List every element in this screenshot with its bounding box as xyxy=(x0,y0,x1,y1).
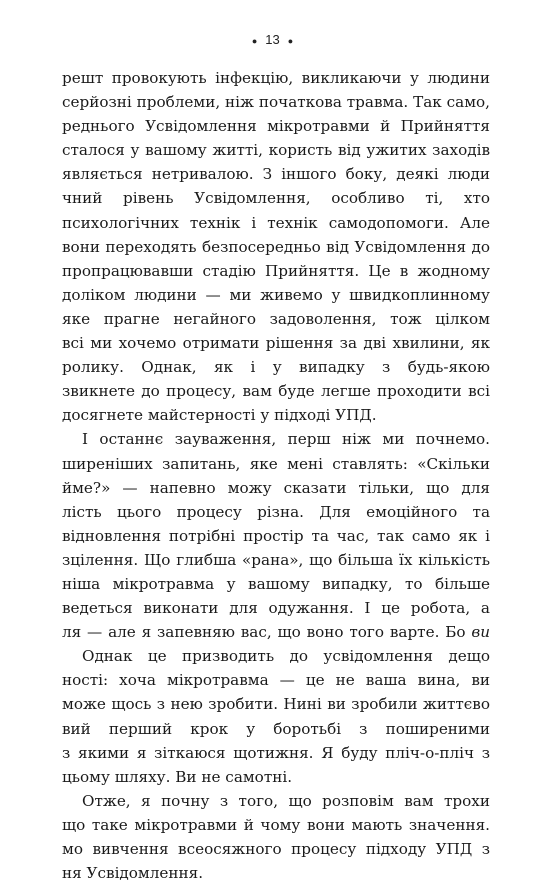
text-line: звикнете до процесу, вам буде легше проходити всі xyxy=(62,382,490,401)
text-line: психологічних технік і технік самодопомоги. Але xyxy=(62,213,490,232)
text-line: ролику. Однак, як і у випадку з будь-якою xyxy=(62,358,490,377)
text-line: Однак це призводить до усвідомлення дещо xyxy=(82,647,490,666)
text-line: І останнє зауваження, перш ніж ми почнемо. xyxy=(82,430,490,449)
page-header xyxy=(0,32,545,47)
text-line: вий перший крок у боротьбі з поширеними xyxy=(62,719,490,738)
text-line: зцілення. Що глибша «рана», що більша їх кількість xyxy=(62,550,490,569)
text-line: мо вивчення всеосяжного процесу підходу УПД з xyxy=(62,840,490,858)
text-line: може щось з нею зробити. Нині ви зробили життєво xyxy=(62,695,490,714)
text-line: ширеніших запитань, яке мені ставлять: «Скільки xyxy=(62,454,490,473)
text-line: відновлення потрібні простір та час, так само як і xyxy=(62,526,490,545)
text-line: сталося у вашому житті, користь від ужитих заходів xyxy=(62,141,490,160)
bullet-icon: ● xyxy=(287,35,294,46)
text-line: серйозні проблеми, ніж початкова травма. Так само, xyxy=(62,93,490,112)
text-line: пропрацювавши стадію Прийняття. Це в жодному xyxy=(62,261,490,280)
text-line: всі ми хочемо отримати рішення за дві хвилини, як xyxy=(62,334,490,353)
text-line: чний рівень Усвідомлення, особливо ті, хто xyxy=(62,189,490,208)
text-line: ніша мікротравма у вашому випадку, то більше xyxy=(62,574,490,593)
text-line: досягнете майстерності у підході УПД. xyxy=(62,406,377,425)
text-line: вони переходять безпосередньо від Усвідомлення до xyxy=(62,237,490,256)
text-line: ності: хоча мікротравма — це не ваша вина, ви xyxy=(62,671,490,690)
bullet-icon: ● xyxy=(251,35,258,46)
text-line: з якими я зіткаюся щотижня. Я буду пліч-о-пліч з xyxy=(62,743,490,762)
text-line: йме?» — напевно можу сказати тільки, що для xyxy=(62,478,490,497)
emphasis-text: ви xyxy=(471,623,490,642)
page-number: 13 xyxy=(265,32,280,47)
text-line: доліком людини — ми живемо у швидкоплинному xyxy=(62,285,490,304)
text-segment: ля — але я запевняю вас, що воно того варте. Бо xyxy=(62,623,472,642)
text-line: ведеться виконати для одужання. І це робота, а xyxy=(62,599,490,618)
text-line: ня Усвідомлення. xyxy=(62,864,204,883)
page-body-text xyxy=(62,66,490,885)
text-line: решт провокують інфекцію, викликаючи у людини xyxy=(62,69,490,87)
text-line: Отже, я почну з того, що розповім вам трохи xyxy=(82,791,490,810)
text-line: реднього Усвідомлення мікротравми й Прийняття xyxy=(62,117,490,136)
text-line: лість цього процесу різна. Для емоційного та xyxy=(62,502,490,521)
text-line: яке прагне негайного задоволення, тож цілком xyxy=(62,309,490,328)
text-line: являється нетривалою. З іншого боку, деякі люди xyxy=(62,165,490,184)
text-line-with-emphasis xyxy=(62,620,490,644)
text-line: цьому шляху. Ви не самотні. xyxy=(62,767,293,786)
text-line: що таке мікротравми й чому вони мають значення. xyxy=(62,815,490,834)
